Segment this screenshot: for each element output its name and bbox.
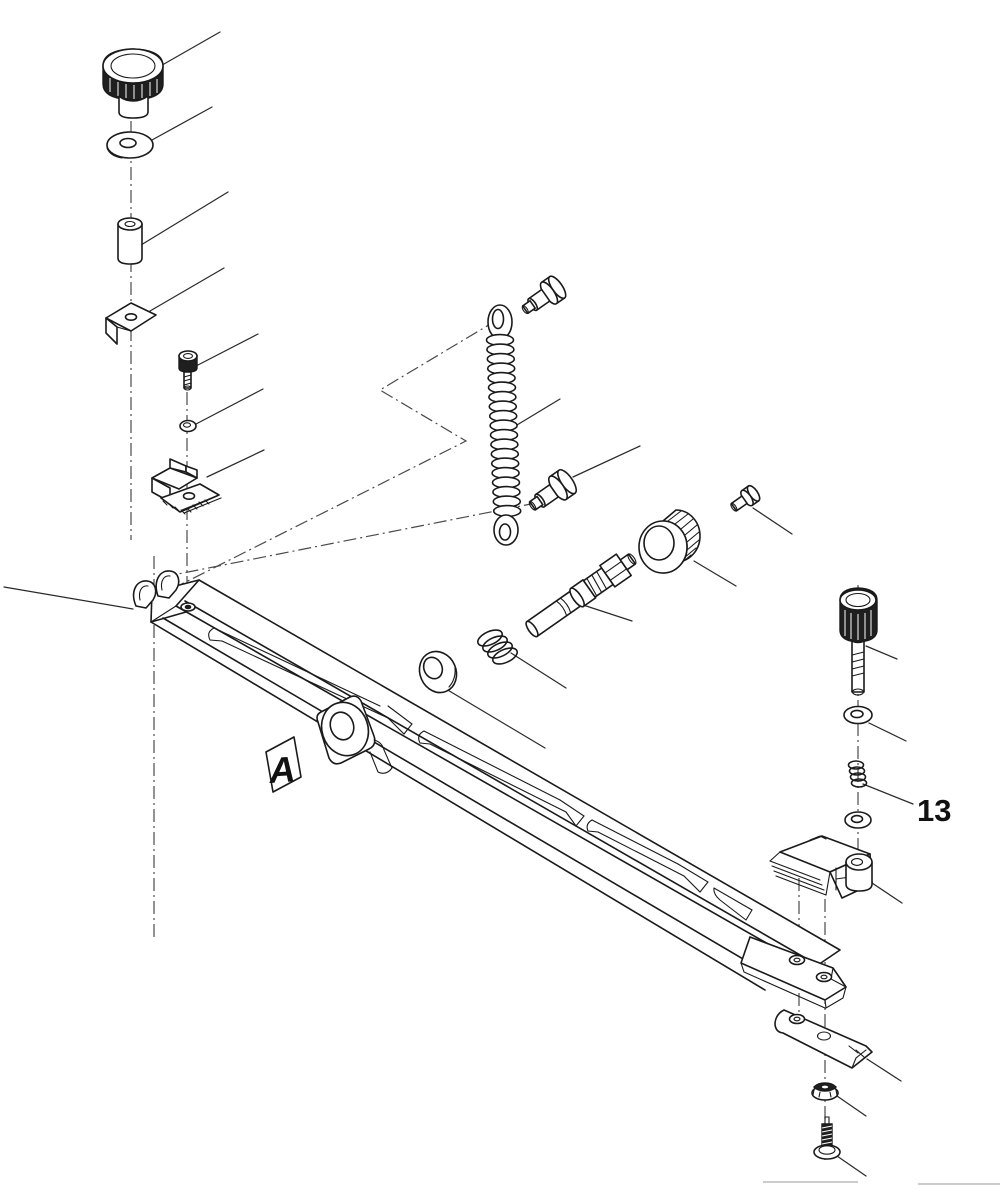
- screw-small-left: [179, 351, 197, 390]
- flange-screw: [814, 1117, 840, 1159]
- adjuster-shaft: [522, 547, 642, 642]
- washer-left: [107, 132, 153, 158]
- leader-line: [837, 1156, 866, 1176]
- tension-spring-long: [487, 305, 521, 545]
- leader-line: [573, 446, 640, 477]
- knurled-wheel: [639, 510, 700, 573]
- leader-line: [753, 508, 792, 534]
- shoulder-bolt-lower: [523, 467, 580, 518]
- leader-line: [867, 1059, 901, 1081]
- page-rule-lines: [763, 1182, 1000, 1184]
- leader-line: [150, 268, 224, 311]
- leader-line: [511, 653, 566, 688]
- leader-line-part-13: [863, 784, 913, 804]
- adjuster-knob-right: [840, 588, 877, 695]
- washer-center: [413, 645, 463, 698]
- leader-line: [196, 334, 258, 366]
- tensioner-arm: [134, 571, 846, 1008]
- tensioner-bracket: [770, 836, 872, 898]
- leader-line: [4, 587, 133, 609]
- washer-right-lower: [845, 812, 871, 828]
- shoulder-bolt-upper: [516, 274, 569, 322]
- spacer-sleeve: [118, 218, 142, 264]
- part-number-13: 13: [917, 793, 952, 828]
- leader-line: [512, 399, 560, 428]
- leader-line: [869, 881, 902, 903]
- leader-line: [152, 107, 212, 140]
- washer-right-upper: [844, 707, 872, 724]
- guide-plate: [775, 1010, 872, 1068]
- leader-line: [837, 1096, 866, 1116]
- leader-line: [157, 32, 220, 68]
- phantom-zigzag-line: [156, 320, 497, 597]
- leader-line: [207, 450, 264, 477]
- leader-line: [866, 646, 897, 659]
- phantom-line: [163, 503, 536, 577]
- washer-tiny-left: [180, 421, 196, 432]
- leader-line: [694, 561, 736, 586]
- detail-label-a: [266, 737, 301, 792]
- spring-small-center: [475, 627, 519, 667]
- flange-nut: [812, 1083, 838, 1100]
- knob-large: [103, 49, 163, 118]
- leader-line: [141, 192, 228, 245]
- leader-line: [196, 389, 263, 424]
- leader-line: [869, 723, 906, 741]
- detail-label-text: A: [267, 748, 297, 791]
